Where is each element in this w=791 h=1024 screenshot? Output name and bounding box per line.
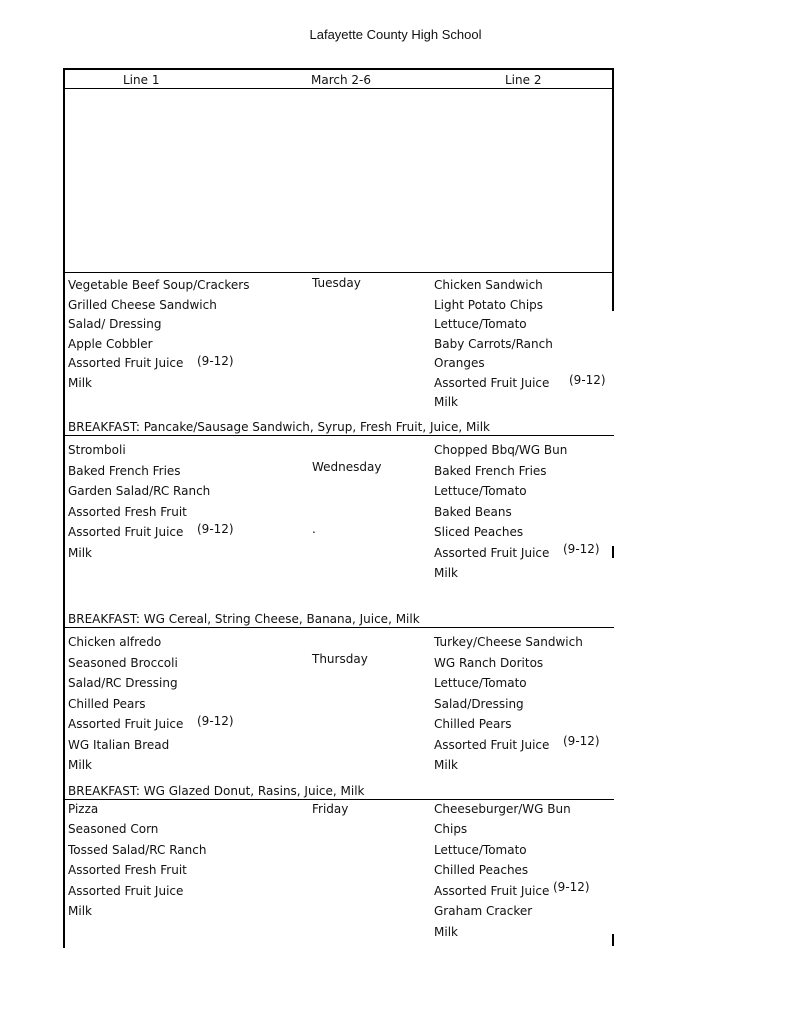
grade-range: (9-12) — [197, 522, 234, 536]
list-item: Chips — [434, 822, 468, 836]
list-item: Lettuce/Tomato — [434, 676, 527, 690]
day-tuesday: Tuesday — [312, 276, 361, 290]
friday-line1 — [68, 819, 206, 922]
header-divider — [63, 88, 614, 89]
list-item: Milk — [68, 545, 92, 560]
friday-line1-first: Pizza — [68, 802, 99, 816]
left-border — [63, 68, 65, 948]
list-item: Assorted Fresh Fruit — [68, 504, 187, 519]
list-item: Milk — [68, 904, 92, 918]
grade-range: (9-12) — [553, 880, 590, 894]
list-item: Sliced Peaches — [434, 525, 524, 539]
list-item: Stromboli — [68, 443, 126, 457]
list-item: Assorted Fruit Juice — [68, 356, 184, 370]
header-week: March 2-6 — [311, 73, 371, 87]
grade-range: (9-12) — [197, 354, 234, 368]
list-item: Garden Salad/RC Ranch — [68, 484, 211, 498]
list-item: Milk — [434, 924, 458, 939]
list-item: Milk — [434, 566, 458, 580]
day-wednesday: Wednesday — [312, 460, 382, 474]
list-item: WG Ranch Doritos — [434, 655, 544, 670]
list-item: Milk — [434, 758, 458, 772]
breakfast-divider — [63, 627, 614, 628]
grade-range: (9-12) — [197, 714, 234, 728]
list-item: Chicken alfredo — [68, 635, 162, 649]
list-item: Lettuce/Tomato — [434, 842, 527, 857]
list-item: Vegetable Beef Soup/Crackers — [68, 278, 250, 292]
list-item: Seasoned Broccoli — [68, 655, 178, 670]
thursday-line1 — [68, 632, 183, 776]
list-item: Milk — [68, 375, 92, 390]
list-item: Baked French Fries — [68, 463, 181, 478]
breakfast-divider — [63, 435, 614, 436]
list-item: Assorted Fruit Juice — [434, 545, 550, 560]
list-item: Salad/RC Dressing — [68, 676, 178, 690]
list-item: Oranges — [434, 356, 485, 370]
list-item: Assorted Fruit Juice — [434, 375, 550, 390]
list-item: Grilled Cheese Sandwich — [68, 297, 217, 312]
tuesday-line1 — [68, 276, 249, 393]
list-item: Milk — [68, 758, 92, 772]
right-border-top — [612, 68, 614, 311]
header-line1: Line 1 — [123, 73, 160, 87]
day-friday: Friday — [312, 802, 349, 816]
header-line2: Line 2 — [505, 73, 542, 87]
list-item: Baked Beans — [434, 504, 512, 519]
list-item: Milk — [434, 395, 458, 409]
grade-range: (9-12) — [563, 734, 600, 748]
list-item: Chicken Sandwich — [434, 278, 543, 292]
list-item: WG Italian Bread — [68, 737, 170, 752]
tuesday-line2 — [434, 276, 553, 413]
list-item: Assorted Fresh Fruit — [68, 863, 187, 877]
breakfast-row: BREAKFAST: Pancake/Sausage Sandwich, Syrup, Fresh Fruit, Juice, Milk — [68, 420, 491, 434]
tuesday-divider — [63, 272, 614, 273]
list-item: Lettuce/Tomato — [434, 484, 527, 498]
list-item: Graham Cracker — [434, 904, 533, 918]
list-item: Tossed Salad/RC Ranch — [68, 842, 207, 857]
list-item: Baby Carrots/Ranch — [434, 336, 553, 351]
friday-line2-first: Cheeseburger/WG Bun — [434, 802, 571, 816]
list-item: Lettuce/Tomato — [434, 317, 527, 331]
list-item: Chilled Pears — [68, 696, 146, 711]
menu-table — [63, 68, 614, 948]
right-border-wed — [612, 546, 614, 558]
breakfast-divider — [63, 799, 614, 800]
list-item: Chilled Peaches — [434, 863, 529, 877]
wednesday-line2 — [434, 440, 567, 584]
grade-range: (9-12) — [569, 373, 606, 387]
list-item: Apple Cobbler — [68, 336, 153, 351]
table-top-border — [63, 68, 614, 70]
day-thursday: Thursday — [312, 652, 368, 666]
thursday-line2 — [434, 632, 583, 776]
list-item: Assorted Fruit Juice — [434, 737, 550, 752]
list-item: Salad/Dressing — [434, 696, 524, 711]
list-item: Chilled Pears — [434, 717, 512, 731]
stray-dot: . — [312, 522, 316, 536]
list-item: Turkey/Cheese Sandwich — [434, 635, 583, 649]
list-item: Seasoned Corn — [68, 822, 159, 836]
right-border-fri — [612, 934, 614, 946]
list-item: Assorted Fruit Juice — [68, 883, 184, 898]
friday-line2 — [434, 819, 549, 942]
list-item: Salad/ Dressing — [68, 317, 162, 331]
list-item: Light Potato Chips — [434, 297, 544, 312]
list-item: Assorted Fruit Juice — [68, 717, 184, 731]
list-item: Baked French Fries — [434, 463, 547, 478]
grade-range: (9-12) — [563, 542, 600, 556]
list-item: Chopped Bbq/WG Bun — [434, 443, 568, 457]
list-item: Assorted Fruit Juice — [434, 883, 550, 898]
breakfast-row: BREAKFAST: WG Cereal, String Cheese, Banana, Juice, Milk — [68, 612, 420, 626]
list-item: Assorted Fruit Juice — [68, 525, 184, 539]
wednesday-line1 — [68, 440, 210, 563]
page-title: Lafayette County High School — [309, 27, 482, 42]
breakfast-row: BREAKFAST: WG Glazed Donut, Rasins, Juice, Milk — [68, 784, 365, 798]
